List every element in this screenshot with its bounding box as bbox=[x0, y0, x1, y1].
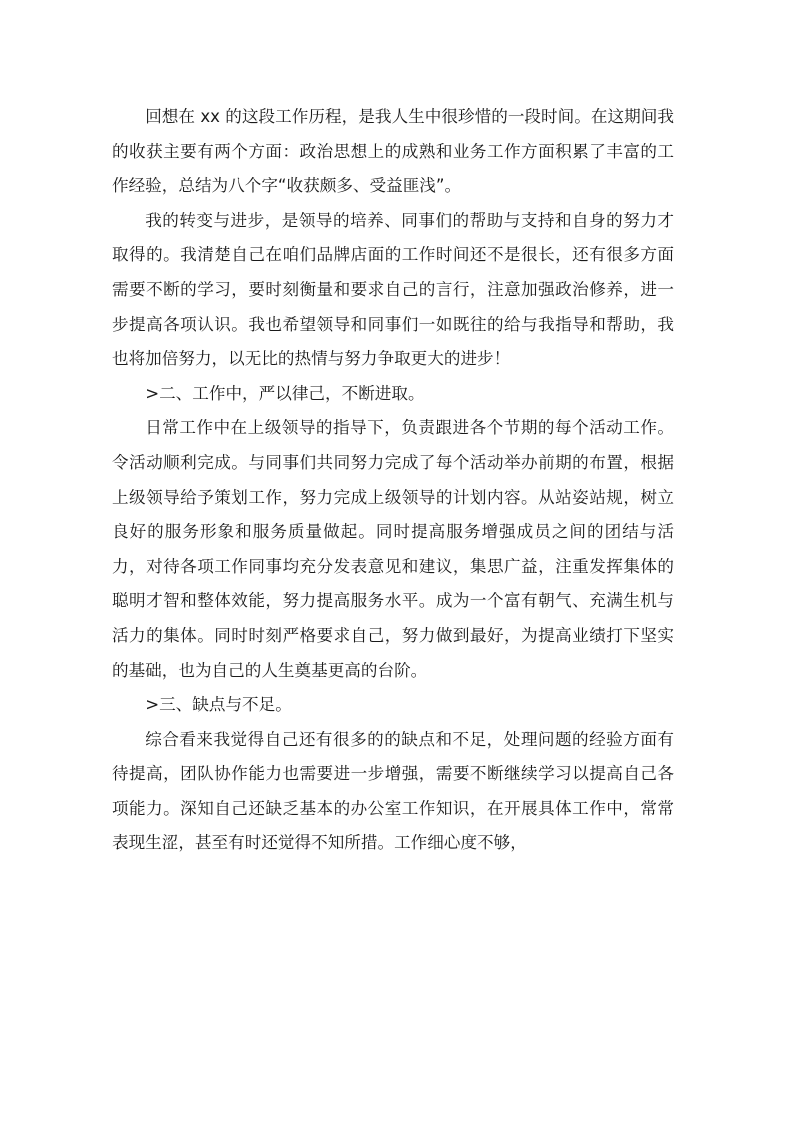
document-body bbox=[112, 100, 674, 861]
section-heading-3: >三、缺点与不足。 bbox=[145, 695, 292, 715]
section-heading-2: >二、工作中，严以律己，不断进取。 bbox=[145, 383, 425, 403]
paragraph-daily-work: 日常工作中在上级领导的指导下，负责跟进各个节期的每个活动工作。令活动顺利完成。与同事们共同努力完成了每个活动举办前期的布置，根据上级领导给予策划工作，努力完成上级领导的计划内容。从站姿站规，树立良好的服务形象和服务质量做起。同时提高服务增强成员之间的团结与活力，对待各项工作同事均充分发表意见和建议，集思广益，注重发挥集体的聪明才智和整体效能，努力提高服务水平。成为一个富有朝气、充满生机与活力的集体。同时时刻严格要求自己，努力做到最好，为提高业绩打下坚实的基础，也为自己的人生奠基更高的台阶。 bbox=[112, 418, 674, 680]
paragraph-reflection: 回想在 xx 的这段工作历程，是我人生中很珍惜的一段时间。在这期间我的收获主要有两个方面：政治思想上的成熟和业务工作方面积累了丰富的工作经验，总结为八个字“收获颇多、受益匪浅”。 bbox=[112, 107, 674, 196]
paragraph-shortcomings: 综合看来我觉得自己还有很多的的缺点和不足，处理问题的经验方面有待提高，团队协作能力也需要进一步增强，需要不断继续学习以提高自己各项能力。深知自己还缺乏基本的办公室工作知识，在开展具体工作中，常常表现生涩，甚至有时还觉得不知所措。工作细心度不够， bbox=[112, 729, 674, 853]
paragraph-progress: 我的转变与进步，是领导的培养、同事们的帮助与支持和自身的努力才取得的。我清楚自己在咱们品牌店面的工作时间还不是很长，还有很多方面需要不断的学习，要时刻衡量和要求自己的言行，注意加强政治修养，进一步提高各项认识。我也希望领导和同事们一如既往的给与我指导和帮助，我也将加倍努力，以无比的热情与努力争取更大的进步！ bbox=[112, 210, 674, 369]
